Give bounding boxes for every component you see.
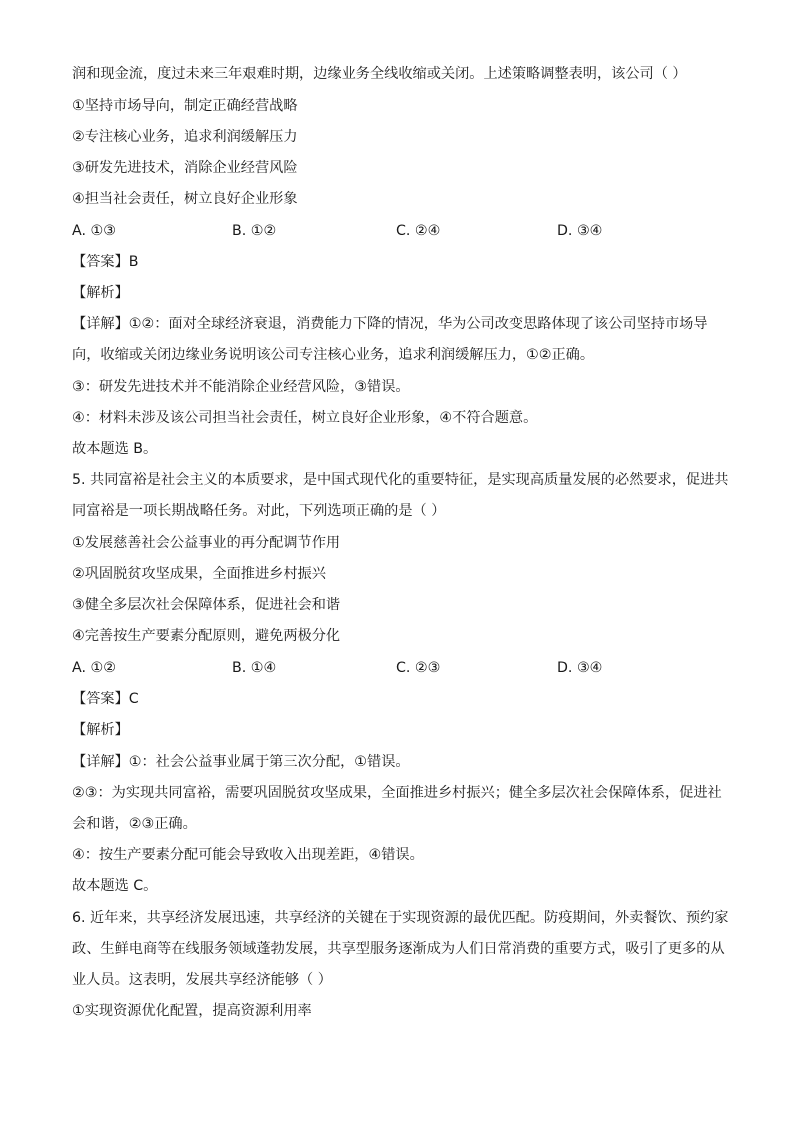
q5-statement-2: ②巩固脱贫攻坚成果，全面推进乡村振兴	[72, 566, 326, 582]
q5-conclusion: 故本题选 C。	[72, 878, 158, 894]
q6-statement-1: ①实现资源优化配置，提高资源利用率	[72, 1003, 312, 1019]
q4-option-a: A. ①③	[72, 223, 116, 239]
q5-statement-1: ①发展慈善社会公益事业的再分配调节作用	[72, 535, 341, 551]
q5-explanation-line-4: ④：按生产要素分配可能会导致收入出现差距，④错误。	[72, 847, 424, 863]
q5-explanation-line-3: 会和谐，②③正确。	[72, 816, 197, 832]
q4-statement-4: ④担当社会责任，树立良好企业形象	[72, 191, 298, 207]
q4-option-d: D. ③④	[557, 223, 603, 239]
q4-explanation-line-4: ④：材料未涉及该公司担当社会责任，树立良好企业形象，④不符合题意。	[72, 410, 538, 426]
q4-option-c: C. ②④	[396, 223, 441, 239]
question-6-stem-line-3: 业人员。这表明，发展共享经济能够（ ）	[72, 972, 332, 988]
q4-statement-1: ①坚持市场导向，制定正确经营战略	[72, 98, 298, 114]
question-6-stem-line-2: 政、生鲜电商等在线服务领域蓬勃发展，共享型服务逐渐成为人们日常消费的重要方式，吸引了更多的从	[72, 941, 725, 957]
q5-option-b: B. ①④	[232, 660, 277, 676]
q4-statement-3: ③研发先进技术，消除企业经营风险	[72, 160, 298, 176]
q4-explanation-line-2: 向，收缩或关闭边缘业务说明该公司专注核心业务，追求利润缓解压力，①②正确。	[72, 347, 595, 363]
q5-option-d: D. ③④	[557, 660, 603, 676]
question-5-stem-line-1: 5. 共同富裕是社会主义的本质要求，是中国式现代化的重要特征，是实现高质量发展的必然要求，促进共	[72, 472, 729, 488]
q5-option-a: A. ①②	[72, 660, 116, 676]
q4-option-b: B. ①②	[232, 223, 277, 239]
q5-analysis-heading: 【解析】	[72, 722, 129, 738]
q4-answer: 【答案】B	[72, 254, 139, 270]
q4-explanation-line-3: ③：研发先进技术并不能消除企业经营风险，③错误。	[72, 379, 410, 395]
q5-explanation-line-2: ②③：为实现共同富裕，需要巩固脱贫攻坚成果，全面推进乡村振兴；健全多层次社会保障体系，促进社	[72, 785, 722, 801]
question-6-stem-line-1: 6. 近年来，共享经济发展迅速，共享经济的关键在于实现资源的最优匹配。防疫期间，外卖餐饮、预约家	[72, 910, 729, 926]
q5-answer: 【答案】C	[72, 691, 139, 707]
q4-conclusion: 故本题选 B。	[72, 441, 158, 457]
q5-explanation-line-1: 【详解】①：社会公益事业属于第三次分配，①错误。	[72, 754, 410, 770]
q5-option-c: C. ②③	[396, 660, 441, 676]
q4-statement-2: ②专注核心业务，追求利润缓解压力	[72, 129, 298, 145]
q5-statement-4: ④完善按生产要素分配原则，避免两极分化	[72, 628, 341, 644]
q4-analysis-heading: 【解析】	[72, 285, 129, 301]
question-5-stem-line-2: 同富裕是一项长期战略任务。对此，下列选项正确的是（ ）	[72, 503, 446, 519]
question-4-stem-continued: 润和现金流，度过未来三年艰难时期，边缘业务全线收缩或关闭。上述策略调整表明，该公司（ ）	[72, 66, 687, 82]
q4-explanation-line-1: 【详解】①②：面对全球经济衰退，消费能力下降的情况，华为公司改变思路体现了该公司坚持市场导	[72, 316, 708, 332]
q5-statement-3: ③健全多层次社会保障体系，促进社会和谐	[72, 597, 341, 613]
